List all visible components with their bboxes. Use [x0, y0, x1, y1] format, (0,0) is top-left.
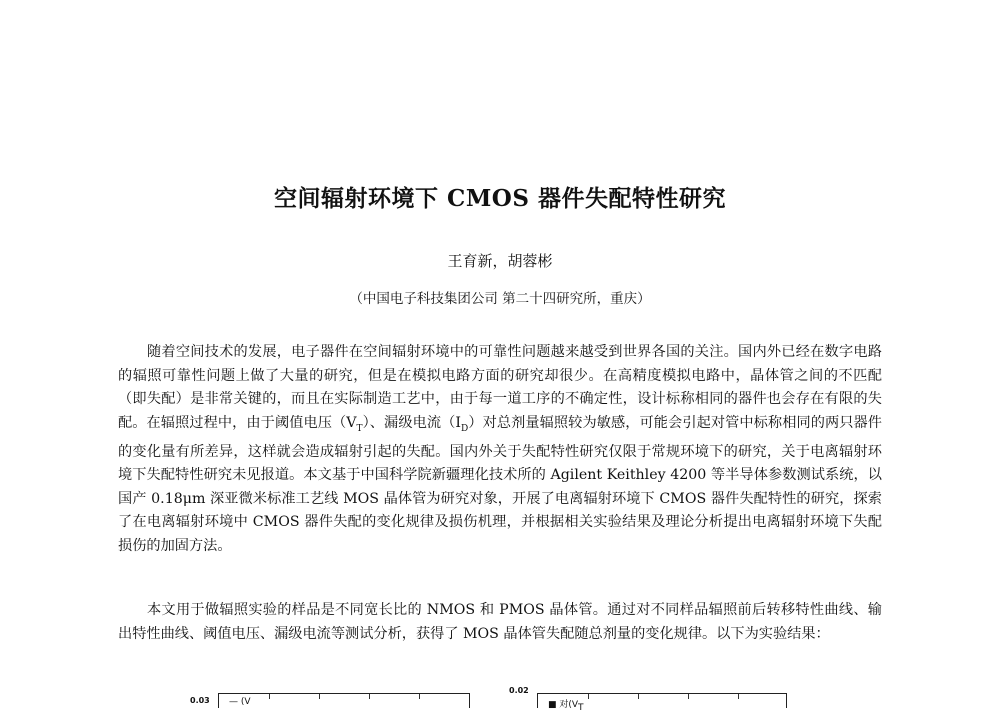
paper-authors: 王育新，胡蓉彬 — [447, 252, 553, 270]
right-chart-tick — [588, 694, 589, 699]
right-legend-text: ■ 对(V — [548, 700, 579, 710]
left-chart-tick — [269, 694, 270, 699]
p1-text-b: ）、漏级电流（I — [362, 414, 462, 431]
left-chart-legend-fragment: — (V — [229, 697, 251, 707]
right-chart-y-tick-label: 0.02 — [509, 686, 529, 695]
right-legend-subscript: T — [578, 702, 584, 713]
right-chart-tick — [688, 694, 689, 699]
p1-subscript-t: T — [356, 423, 363, 434]
right-chart-tick — [638, 694, 639, 699]
left-chart-tick — [319, 694, 320, 699]
right-chart-tick — [738, 694, 739, 699]
left-chart-tick — [419, 694, 420, 699]
right-chart-frame — [537, 693, 787, 713]
left-chart-tick — [369, 694, 370, 699]
paper-title: 空间辐射环境下 CMOS 器件失配特性研究 — [274, 185, 726, 212]
left-chart-y-tick-label: 0.03 — [190, 696, 210, 705]
left-chart-frame — [218, 693, 470, 708]
paper-affiliation: （中国电子科技集团公司 第二十四研究所，重庆） — [349, 291, 651, 307]
p1-text-a: 随着空间技术的发展，电子器件在空间辐射环境中的可靠性问题越来越受到世界各国的关注。国内外已经在数字电路的辐照可靠性问题上做了大量的研究，但是在模拟电路方面的研究却很少。在高精度模拟电路中，晶体管之间的不匹配（即失配）是非常关键的，而且在实际制造工艺中，由于每一道工序的不确定性，设计标称相同的器件也会存在有限的失配。在辐照过程中，由于阈值电压（V — [118, 344, 882, 431]
p1-text-c: ）对总剂量辐照较为敏感，可能会引起对管中标称相同的两只器件的变化量有所差异，这样就会造成辐射引起的失配。国内外关于失配特性研究仅限于常规环境下的研究，关于电离辐射环境下失配特性研究未见报道。本文基于中国科学院新疆理化技术所的 Agilent Keithley 4200 等半导体参数测试系统，以国产 0.18μm 深亚微米标准工艺线 MOS 晶体管为研究对象，开展了电离辐射环境下 CMOS 器件失配特性的研究，探索了在电离辐射环境中 CMOS 器件失配的变化规律及损伤机理，并根据相关实验结果及理论分析提出电离辐射环境下失配损伤的加固方法。 — [118, 414, 882, 554]
p1-subscript-d: D — [461, 423, 469, 434]
body-paragraph-2: 本文用于做辐照实验的样品是不同宽长比的 NMOS 和 PMOS 晶体管。通过对不同样品辐照前后转移特性曲线、输出特性曲线、阈值电压、漏级电流等测试分析，获得了 MOS 晶体管失配随总剂量的变化规律。以下为实验结果： — [118, 602, 882, 642]
right-chart-legend-fragment — [548, 697, 584, 713]
body-paragraph-1 — [118, 341, 882, 558]
